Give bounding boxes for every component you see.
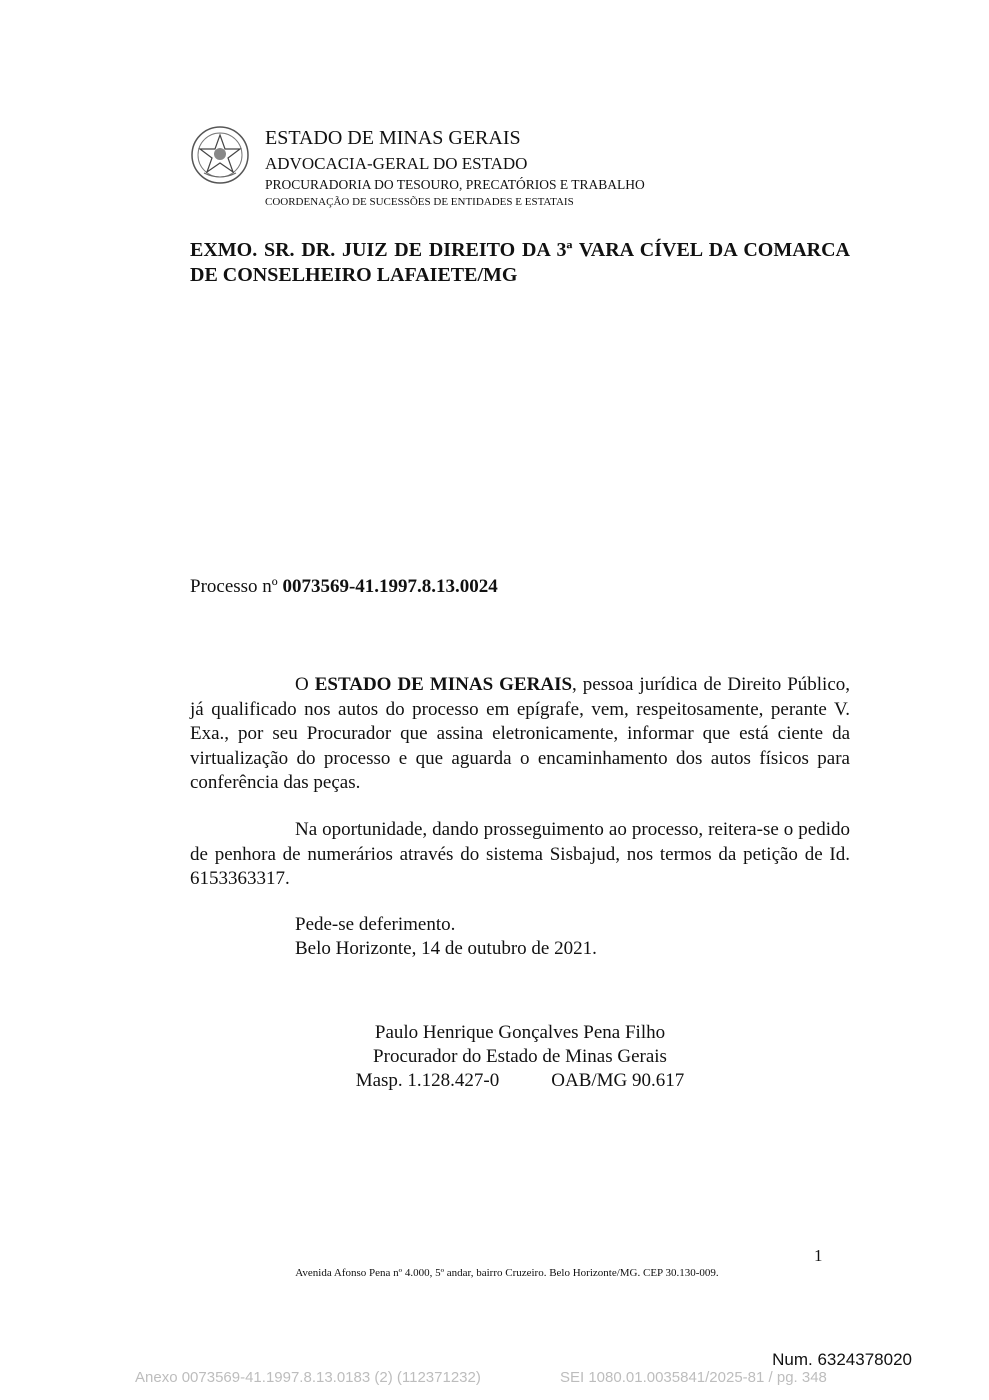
closing-request: Pede-se deferimento. <box>295 914 456 935</box>
process-number-value: 0073569-41.1997.8.13.0024 <box>282 576 498 597</box>
header-state-name: ESTADO DE MINAS GERAIS <box>265 127 521 149</box>
addressee: EXMO. SR. DR. JUIZ DE DIREITO DA 3ª VARA CÍVEL DA COMARCA DE CONSELHEIRO LAFAIETE/MG <box>190 239 850 286</box>
header-coordination: COORDENAÇÃO DE SUCESSÕES DE ENTIDADES E ESTATAIS <box>265 196 574 208</box>
paragraph-1-rest: , pessoa jurídica de Direito Público, já qualificado nos autos do processo em epígrafe, vem, respeitosamente, perante V. Exa., por seu Procurador que assina eletronicamente, informar que está ciente da virtualização do processo e que aguarda o encaminhamento dos autos físicos para conferência das peças. <box>190 674 850 793</box>
paragraph-2: Na oportunidade, dando prosseguimento ao processo, reitera-se o pedido de penhora de numerários através do sistema Sisbajud, nos termos da petição de Id. 6153363317. <box>190 819 850 889</box>
footer-address: Avenida Afonso Pena nº 4.000, 5º andar, bairro Cruzeiro. Belo Horizonte/MG. CEP 30.130-009. <box>295 1267 719 1279</box>
paragraph-1-bold: ESTADO DE MINAS GERAIS <box>314 674 573 695</box>
sei-reference: SEI 1080.01.0035841/2025-81 / pg. 348 <box>560 1369 827 1386</box>
signer-name: Paulo Henrique Gonçalves Pena Filho <box>374 1022 666 1043</box>
document-number: Num. 6324378020 <box>772 1350 912 1369</box>
signer-oab: OAB/MG 90.617 <box>551 1070 685 1091</box>
signer-masp: Masp. 1.128.427-0 <box>355 1070 500 1091</box>
page-number: 1 <box>814 1246 823 1265</box>
annex-reference: Anexo 0073569-41.1997.8.13.0183 (2) (112371232) <box>135 1369 481 1386</box>
header-agency: ADVOCACIA-GERAL DO ESTADO <box>265 154 528 173</box>
paragraph-1-prefix: O <box>295 674 309 695</box>
signer-ids <box>300 1070 740 1092</box>
process-label: Processo nº <box>190 576 278 597</box>
paragraph-1 <box>190 673 850 796</box>
header-department: PROCURADORIA DO TESOURO, PRECATÓRIOS E TRABALHO <box>265 177 645 192</box>
process-number <box>190 576 498 598</box>
coat-of-arms-icon <box>190 125 250 185</box>
signer-title: Procurador do Estado de Minas Gerais <box>373 1046 667 1067</box>
closing-date: Belo Horizonte, 14 de outubro de 2021. <box>295 938 597 959</box>
